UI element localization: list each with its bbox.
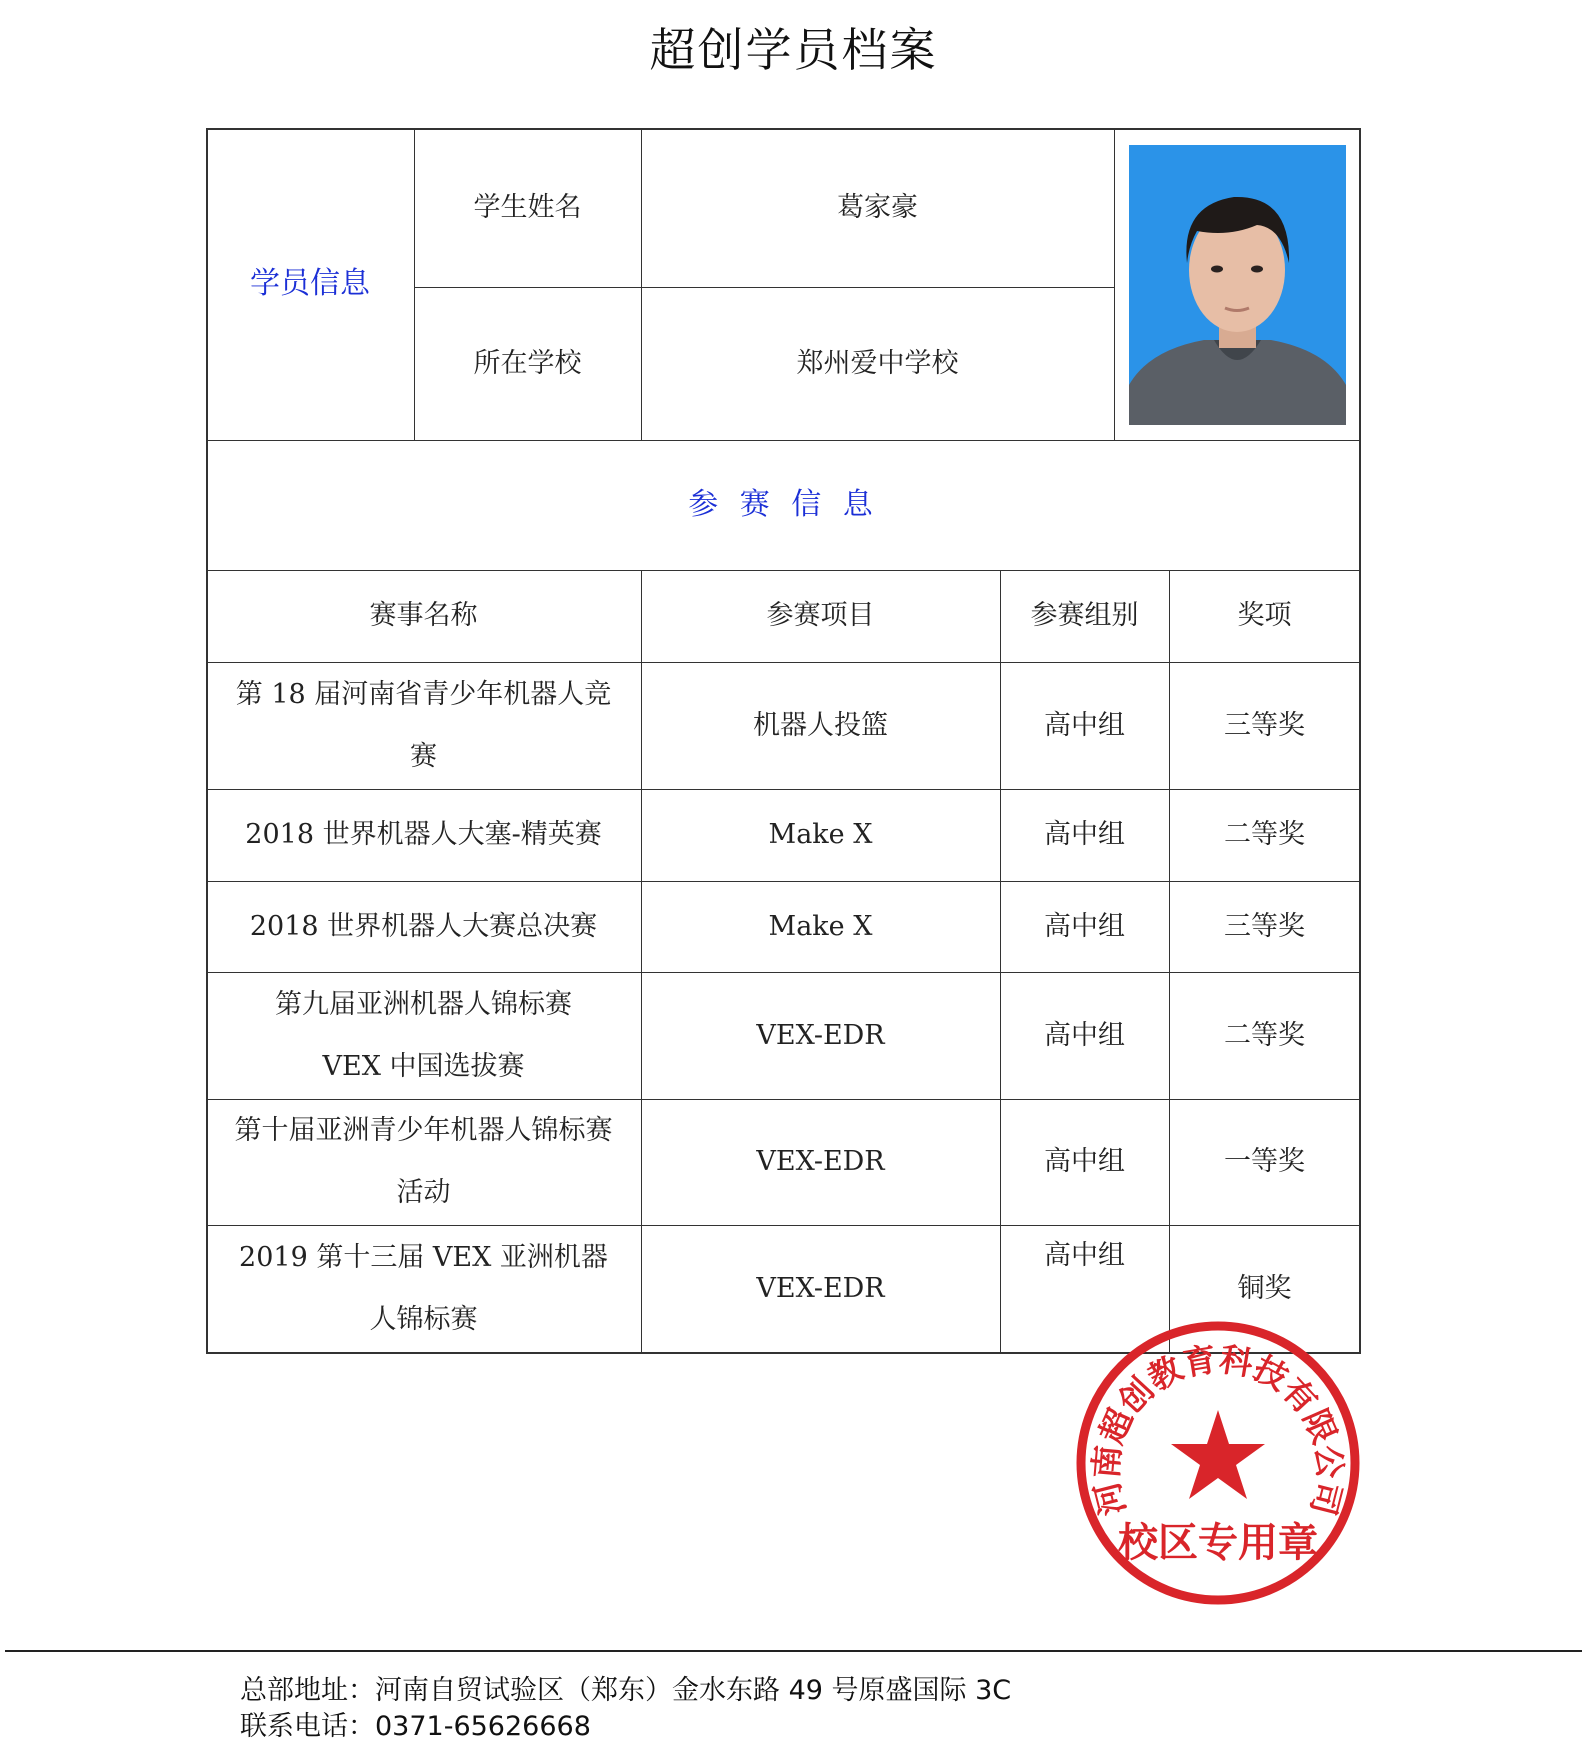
row5-group: 高中组 — [1044, 1146, 1125, 1177]
row2-award: 二等奖 — [1224, 819, 1305, 850]
school-label: 所在学校 — [473, 347, 582, 379]
row5-award: 一等奖 — [1224, 1146, 1305, 1177]
row3-award: 三等奖 — [1224, 910, 1305, 942]
row6-event: 2019 第十三届 VEX 亚洲机器人锦标赛 — [239, 1241, 608, 1335]
row6-group: 高中组 — [1044, 1240, 1125, 1271]
row1-award: 三等奖 — [1224, 709, 1305, 741]
company-seal — [1073, 1318, 1363, 1608]
row1-project: 机器人投篮 — [753, 709, 888, 741]
star-icon — [1171, 1410, 1265, 1499]
portrait-image — [1129, 145, 1346, 425]
name-label: 学生姓名 — [473, 191, 582, 223]
row2-project: Make X — [768, 819, 873, 850]
row4-project: VEX-EDR — [756, 1019, 885, 1051]
row5-event: 第十届亚洲青少年机器人锦标赛活动 — [234, 1115, 613, 1208]
footer-divider — [5, 1650, 1582, 1652]
seal-graphic — [1073, 1318, 1363, 1608]
page-title: 超创学员档案 — [649, 23, 938, 77]
row4-event: 第九届亚洲机器人锦标赛 VEX 中国选拔赛 — [275, 988, 572, 1082]
header-group: 参赛组别 — [1030, 600, 1139, 631]
header-event: 赛事名称 — [369, 600, 478, 631]
school-value: 郑州爱中学校 — [796, 347, 959, 379]
header-award: 奖项 — [1237, 600, 1292, 631]
row2-group: 高中组 — [1044, 819, 1125, 850]
row4-group: 高中组 — [1044, 1019, 1125, 1051]
row3-event: 2018 世界机器人大赛总决赛 — [249, 910, 598, 942]
footer-address: 总部地址：河南自贸试验区（郑东）金水东路 49 号原盛国际 3C — [240, 1675, 1012, 1706]
header-project: 参赛项目 — [766, 600, 875, 631]
row3-project: Make X — [768, 910, 873, 942]
name-value: 葛家豪 — [837, 191, 918, 223]
seal-bottom-text: 校区专用章 — [1118, 1520, 1318, 1566]
footer-phone: 联系电话：0371-65626668 — [240, 1711, 591, 1742]
row4-award: 二等奖 — [1224, 1019, 1305, 1051]
row5-project: VEX-EDR — [756, 1146, 885, 1177]
row6-award: 铜奖 — [1237, 1272, 1292, 1304]
row1-group: 高中组 — [1044, 709, 1125, 741]
row6-project: VEX-EDR — [756, 1272, 885, 1304]
seal-text: 河南超创教育科技有限公司 — [1086, 1339, 1350, 1520]
competition-info-label: 参 赛 信 息 — [688, 487, 879, 522]
row3-group: 高中组 — [1044, 910, 1125, 942]
student-info-label: 学员信息 — [250, 266, 370, 301]
row1-event: 第 18 届河南省青少年机器人竞赛 — [235, 678, 612, 772]
student-photo — [1129, 145, 1346, 425]
row2-event: 2018 世界机器人大塞-精英赛 — [245, 819, 602, 850]
